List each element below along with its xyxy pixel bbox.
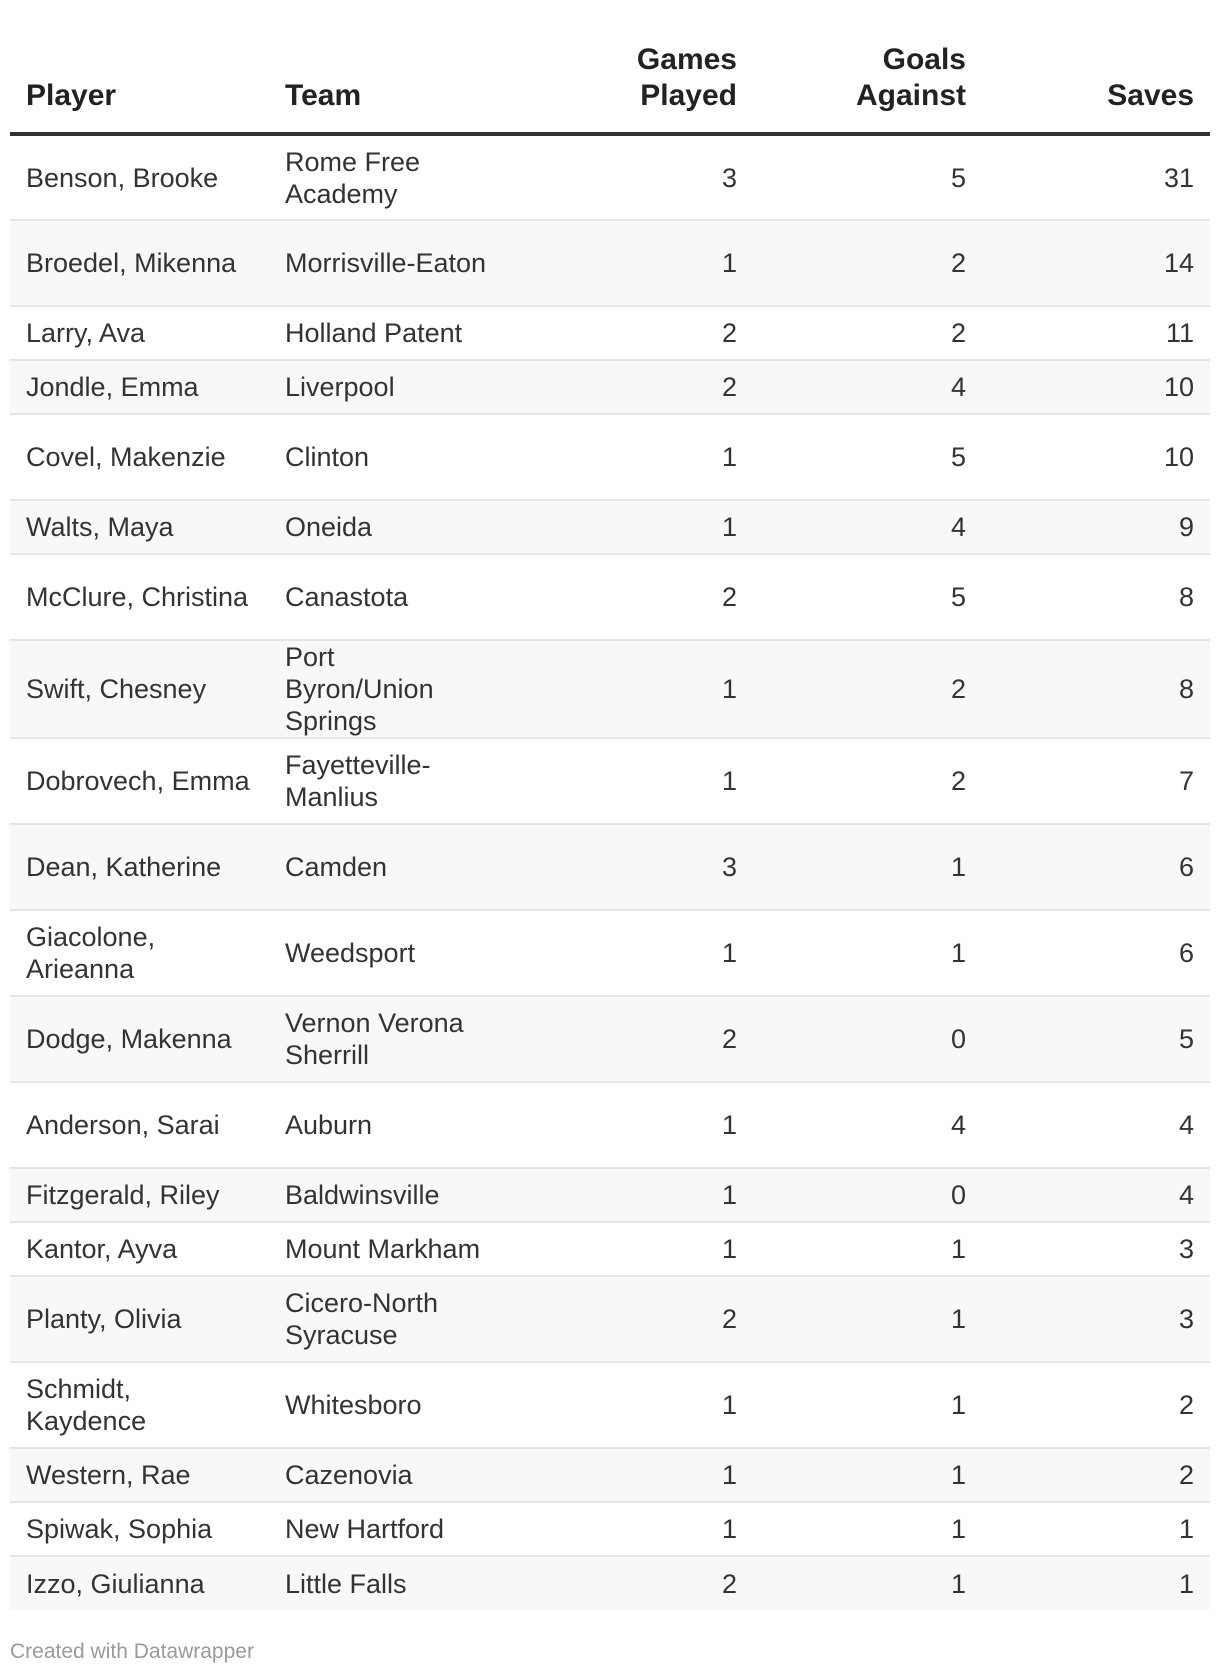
datawrapper-credit[interactable]: Created with Datawrapper <box>10 1640 254 1663</box>
cell-games-played: 2 <box>503 1276 753 1362</box>
cell-player: Western, Rae <box>10 1448 269 1502</box>
table-row <box>10 1276 1210 1362</box>
cell-games-played: 1 <box>503 1082 753 1168</box>
cell-saves: 2 <box>982 1448 1210 1502</box>
table-row <box>10 1556 1210 1610</box>
cell-saves: 10 <box>982 414 1210 500</box>
cell-player: Anderson, Sarai <box>10 1082 269 1168</box>
cell-games-played: 1 <box>503 1502 753 1556</box>
cell-team: Little Falls <box>269 1556 503 1610</box>
cell-games-played: 2 <box>503 554 753 640</box>
table-row <box>10 500 1210 554</box>
cell-player: Walts, Maya <box>10 500 269 554</box>
cell-saves: 11 <box>982 306 1210 360</box>
cell-goals-against: 1 <box>753 1222 982 1276</box>
cell-team: Weedsport <box>269 910 503 996</box>
header-goals-against-line1: Goals <box>882 43 966 76</box>
cell-player: McClure, Christina <box>10 554 269 640</box>
cell-player: Planty, Olivia <box>10 1276 269 1362</box>
cell-player: Larry, Ava <box>10 306 269 360</box>
cell-team: Clinton <box>269 414 503 500</box>
cell-games-played: 1 <box>503 414 753 500</box>
cell-saves: 14 <box>982 220 1210 306</box>
header-games-played <box>503 38 753 134</box>
table-row <box>10 1168 1210 1222</box>
cell-player: Benson, Brooke <box>10 134 269 220</box>
cell-player: Kantor, Ayva <box>10 1222 269 1276</box>
cell-goals-against: 0 <box>753 996 982 1082</box>
cell-goals-against: 1 <box>753 910 982 996</box>
header-saves: Saves <box>982 38 1210 134</box>
cell-goals-against: 0 <box>753 1168 982 1222</box>
cell-saves: 1 <box>982 1556 1210 1610</box>
cell-games-played: 1 <box>503 1448 753 1502</box>
cell-player: Broedel, Mikenna <box>10 220 269 306</box>
cell-games-played: 2 <box>503 1556 753 1610</box>
goalie-stats-table <box>10 38 1210 1610</box>
table-row <box>10 1448 1210 1502</box>
cell-saves: 10 <box>982 360 1210 414</box>
cell-team: Camden <box>269 824 503 910</box>
header-games-played-line2: Played <box>640 79 737 112</box>
cell-goals-against: 5 <box>753 414 982 500</box>
cell-goals-against: 2 <box>753 306 982 360</box>
cell-saves: 8 <box>982 640 1210 738</box>
cell-saves: 6 <box>982 910 1210 996</box>
cell-team: New Hartford <box>269 1502 503 1556</box>
cell-goals-against: 1 <box>753 1276 982 1362</box>
cell-team: Cicero-North Syracuse <box>269 1276 503 1362</box>
cell-player: Izzo, Giulianna <box>10 1556 269 1610</box>
cell-goals-against: 2 <box>753 640 982 738</box>
cell-games-played: 1 <box>503 1222 753 1276</box>
header-games-played-line1: Games <box>636 43 737 76</box>
cell-games-played: 1 <box>503 1168 753 1222</box>
cell-goals-against: 5 <box>753 554 982 640</box>
table-row <box>10 360 1210 414</box>
cell-team: Cazenovia <box>269 1448 503 1502</box>
header-team: Team <box>269 38 503 134</box>
cell-games-played: 2 <box>503 306 753 360</box>
cell-games-played: 2 <box>503 996 753 1082</box>
cell-player: Fitzgerald, Riley <box>10 1168 269 1222</box>
cell-team: Baldwinsville <box>269 1168 503 1222</box>
table-row <box>10 1222 1210 1276</box>
cell-goals-against: 1 <box>753 824 982 910</box>
cell-goals-against: 5 <box>753 134 982 220</box>
cell-games-played: 1 <box>503 738 753 824</box>
table-row <box>10 134 1210 220</box>
cell-goals-against: 1 <box>753 1556 982 1610</box>
cell-goals-against: 1 <box>753 1362 982 1448</box>
cell-team: Mount Markham <box>269 1222 503 1276</box>
cell-team: Fayetteville-Manlius <box>269 738 503 824</box>
cell-games-played: 1 <box>503 910 753 996</box>
cell-team: Holland Patent <box>269 306 503 360</box>
cell-goals-against: 4 <box>753 1082 982 1168</box>
cell-goals-against: 2 <box>753 220 982 306</box>
cell-player: Dobrovech, Emma <box>10 738 269 824</box>
cell-team: Canastota <box>269 554 503 640</box>
cell-saves: 6 <box>982 824 1210 910</box>
cell-player: Jondle, Emma <box>10 360 269 414</box>
cell-goals-against: 1 <box>753 1448 982 1502</box>
cell-goals-against: 1 <box>753 1502 982 1556</box>
table-row <box>10 640 1210 738</box>
cell-saves: 31 <box>982 134 1210 220</box>
cell-games-played: 1 <box>503 640 753 738</box>
cell-team: Port Byron/Union Springs <box>269 640 503 738</box>
cell-team: Morrisville-Eaton <box>269 220 503 306</box>
cell-player: Dean, Katherine <box>10 824 269 910</box>
cell-games-played: 1 <box>503 1362 753 1448</box>
header-goals-against <box>753 38 982 134</box>
cell-games-played: 1 <box>503 220 753 306</box>
table-row <box>10 220 1210 306</box>
table-row <box>10 1082 1210 1168</box>
cell-team: Liverpool <box>269 360 503 414</box>
cell-team: Auburn <box>269 1082 503 1168</box>
cell-player: Dodge, Makenna <box>10 996 269 1082</box>
table-row <box>10 1362 1210 1448</box>
cell-player: Covel, Makenzie <box>10 414 269 500</box>
cell-games-played: 2 <box>503 360 753 414</box>
cell-saves: 2 <box>982 1362 1210 1448</box>
cell-team: Oneida <box>269 500 503 554</box>
cell-player: Swift, Chesney <box>10 640 269 738</box>
table-row <box>10 996 1210 1082</box>
cell-team: Whitesboro <box>269 1362 503 1448</box>
cell-saves: 3 <box>982 1276 1210 1362</box>
cell-saves: 5 <box>982 996 1210 1082</box>
cell-saves: 7 <box>982 738 1210 824</box>
table-row <box>10 414 1210 500</box>
cell-games-played: 3 <box>503 134 753 220</box>
cell-player: Spiwak, Sophia <box>10 1502 269 1556</box>
goalie-stats-table-container <box>10 38 1210 1610</box>
cell-saves: 8 <box>982 554 1210 640</box>
cell-player: Schmidt, Kaydence <box>10 1362 269 1448</box>
cell-saves: 4 <box>982 1168 1210 1222</box>
cell-goals-against: 4 <box>753 360 982 414</box>
cell-saves: 9 <box>982 500 1210 554</box>
table-row <box>10 824 1210 910</box>
cell-saves: 1 <box>982 1502 1210 1556</box>
cell-player: Giacolone, Arieanna <box>10 910 269 996</box>
cell-team: Rome Free Academy <box>269 134 503 220</box>
table-row <box>10 910 1210 996</box>
cell-games-played: 3 <box>503 824 753 910</box>
table-row <box>10 554 1210 640</box>
table-row <box>10 306 1210 360</box>
cell-team: Vernon Verona Sherrill <box>269 996 503 1082</box>
header-goals-against-line2: Against <box>855 79 966 112</box>
cell-games-played: 1 <box>503 500 753 554</box>
cell-goals-against: 4 <box>753 500 982 554</box>
table-row <box>10 1502 1210 1556</box>
header-row <box>10 38 1210 134</box>
cell-saves: 4 <box>982 1082 1210 1168</box>
cell-goals-against: 2 <box>753 738 982 824</box>
cell-saves: 3 <box>982 1222 1210 1276</box>
table-row <box>10 738 1210 824</box>
header-player: Player <box>10 38 269 134</box>
